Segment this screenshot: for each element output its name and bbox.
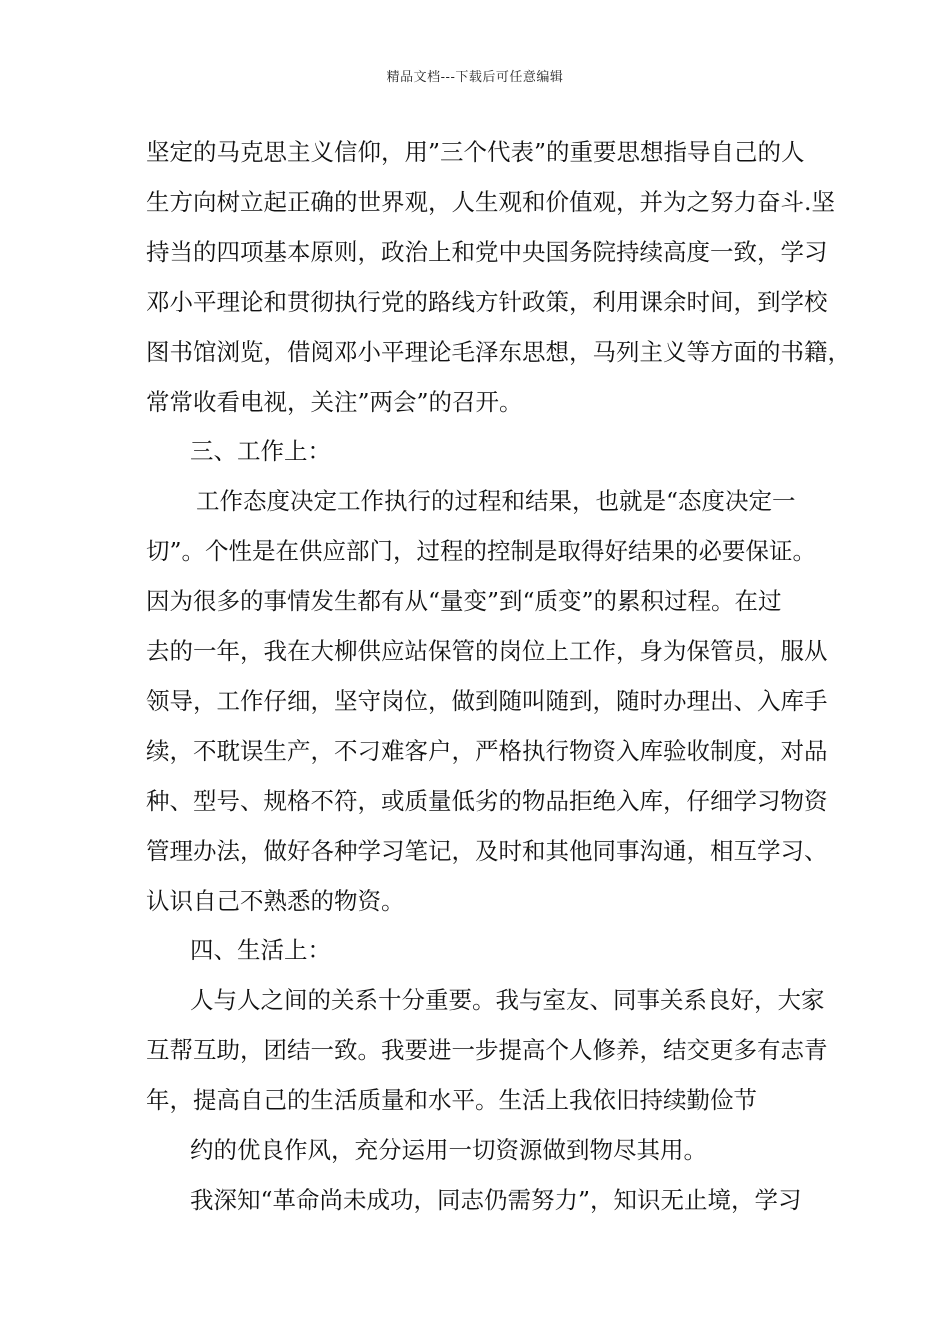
section-heading: 三、工作上： [190,437,331,465]
text-line: 常常收看电视，关注”两会”的召开。 [146,388,523,416]
text-line: 认识自己不熟悉的物资。 [146,887,405,915]
text-line: 续，不耽误生产，不刁难客户，严格执行物资入库验收制度，对品 [146,737,828,765]
text-line: 图书馆浏览，借阅邓小平理论毛泽东思想，马列主义等方面的书籍， [146,338,851,366]
text-line: 去的一年，我在大柳供应站保管的岗位上工作，身为保管员，服从 [146,637,828,665]
page-header: 精品文档---下载后可任意编辑 [386,70,564,85]
text-line: 工作态度决定工作执行的过程和结果，也就是“态度决定一 [196,487,796,515]
text-line: 互帮互助，团结一致。我要进一步提高个人修养，结交更多有志青 [146,1036,828,1064]
text-line: 切”。个性是在供应部门，过程的控制是取得好结果的必要保证。 [146,537,817,565]
text-line: 我深知“革命尚未成功，同志仍需努力”，知识无止境，学习 [190,1186,802,1214]
text-line: 人与人之间的关系十分重要。我与室友、同事关系良好，大家 [190,986,825,1014]
text-line: 领导，工作仔细，坚守岗位，做到随叫随到，随时办理出、入库手 [146,687,828,715]
text-line: 持当的四项基本原则，政治上和党中央国务院持续高度一致，学习 [146,238,828,266]
text-line: 因为很多的事情发生都有从“量变”到“质变”的累积过程。在过 [146,587,782,615]
text-line: 年，提高自己的生活质量和水平。生活上我依旧持续勤俭节 [146,1086,757,1114]
text-line: 种、型号、规格不符，或质量低劣的物品拒绝入库，仔细学习物资 [146,787,828,815]
text-line: 管理办法，做好各种学习笔记，及时和其他同事沟通，相互学习、 [146,837,828,865]
section-heading: 四、生活上： [190,936,331,964]
text-line: 邓小平理论和贯彻执行党的路线方针政策，利用课余时间，到学校 [146,288,828,316]
text-line: 生方向树立起正确的世界观，人生观和价值观，并为之努力奋斗.坚 [146,188,835,216]
text-line: 约的优良作风，充分运用一切资源做到物尽其用。 [190,1136,707,1164]
text-line: 坚定的马克思主义信仰，用”三个代表”的重要思想指导自己的人 [146,138,805,166]
